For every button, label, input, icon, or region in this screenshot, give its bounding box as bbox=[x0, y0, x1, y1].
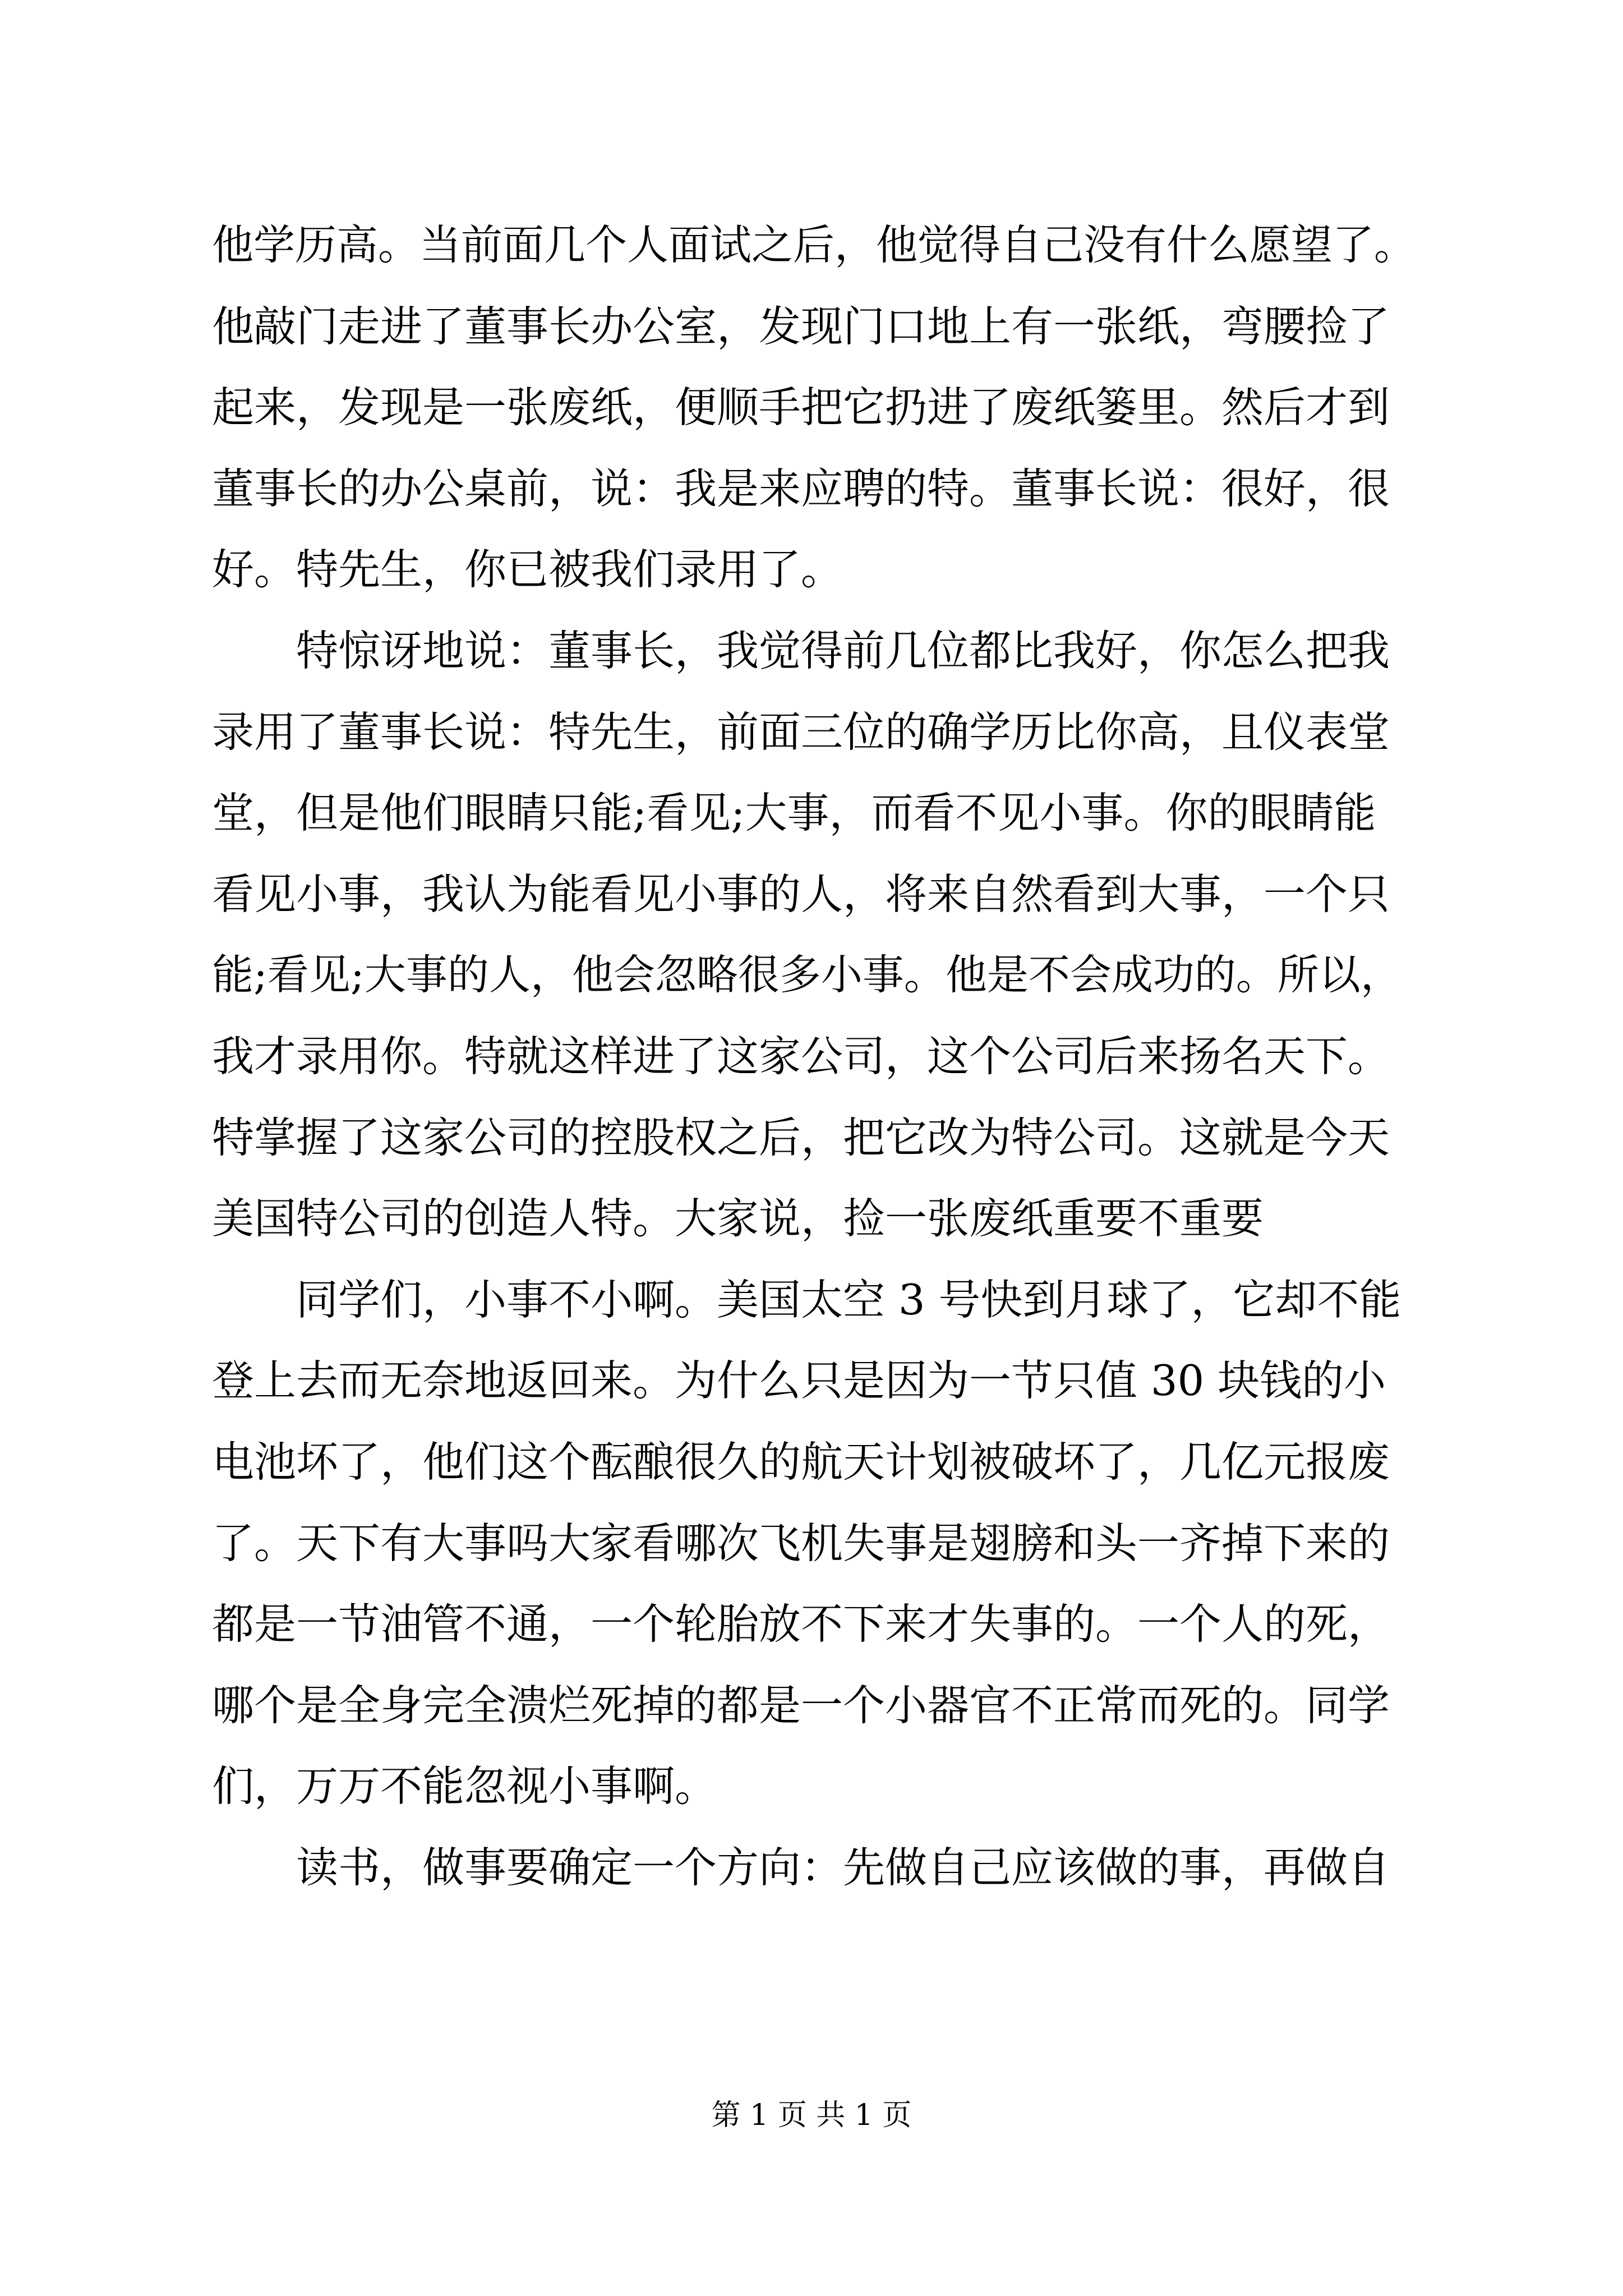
text-line: 看见小事，我认为能看见小事的人，将来自然看到大事，一个只 bbox=[212, 869, 1390, 919]
paragraph-start-line: 特惊讶地说：董事长，我觉得前几位都比我好，你怎么把我 bbox=[296, 625, 1390, 675]
text-line: 登上去而无奈地返回来。为什么只是因为一节只值 30 块钱的小 bbox=[212, 1356, 1386, 1406]
page-footer bbox=[0, 2096, 1623, 2135]
text-line: 美国特公司的创造人特。大家说，捡一张废纸重要不重要 bbox=[212, 1194, 1264, 1244]
text-line: 能;看见;大事的人，他会忽略很多小事。他是不会成功的。所以， bbox=[212, 951, 1402, 1000]
text-line: 他敲门走进了董事长办公室，发现门口地上有一张纸，弯腰捡了 bbox=[212, 301, 1390, 351]
text-line: 董事长的办公桌前，说：我是来应聘的特。董事长说：很好，很 bbox=[212, 463, 1390, 513]
text-line: 都是一节油管不通，一个轮胎放不下来才失事的。一个人的死， bbox=[212, 1599, 1390, 1649]
paragraph-start-line: 读书，做事要确定一个方向：先做自己应该做的事，再做自 bbox=[296, 1842, 1390, 1892]
text-line: 好。特先生，你已被我们录用了。 bbox=[212, 545, 843, 595]
text-line: 堂，但是他们眼睛只能;看见;大事，而看不见小事。你的眼睛能 bbox=[212, 788, 1376, 838]
text-line: 我才录用你。特就这样进了这家公司，这个公司后来扬名天下。 bbox=[212, 1031, 1390, 1081]
text-line: 录用了董事长说：特先生，前面三位的确学历比你高，且仪表堂 bbox=[212, 707, 1390, 757]
document-body bbox=[212, 205, 1418, 1908]
page-number-label: 第 1 页 共 1 页 bbox=[711, 2099, 912, 2132]
text-line: 起来，发现是一张废纸，便顺手把它扔进了废纸篓里。然后才到 bbox=[212, 383, 1390, 432]
text-line: 电池坏了，他们这个酝酿很久的航天计划被破坏了，几亿元报废 bbox=[212, 1437, 1390, 1487]
text-line: 他学历高。当前面几个人面试之后，他觉得自己没有什么愿望了。 bbox=[212, 221, 1415, 269]
paragraph-start-line: 同学们，小事不小啊。美国太空 3 号快到月球了，它却不能 bbox=[296, 1274, 1401, 1324]
text-line: 了。天下有大事吗大家看哪次飞机失事是翅膀和头一齐掉下来的 bbox=[212, 1518, 1390, 1568]
text-line: 们，万万不能忽视小事啊。 bbox=[212, 1761, 717, 1811]
text-line: 哪个是全身完全溃烂死掉的都是一个小器官不正常而死的。同学 bbox=[212, 1680, 1390, 1730]
text-line: 特掌握了这家公司的控股权之后，把它改为特公司。这就是今天 bbox=[212, 1112, 1390, 1162]
